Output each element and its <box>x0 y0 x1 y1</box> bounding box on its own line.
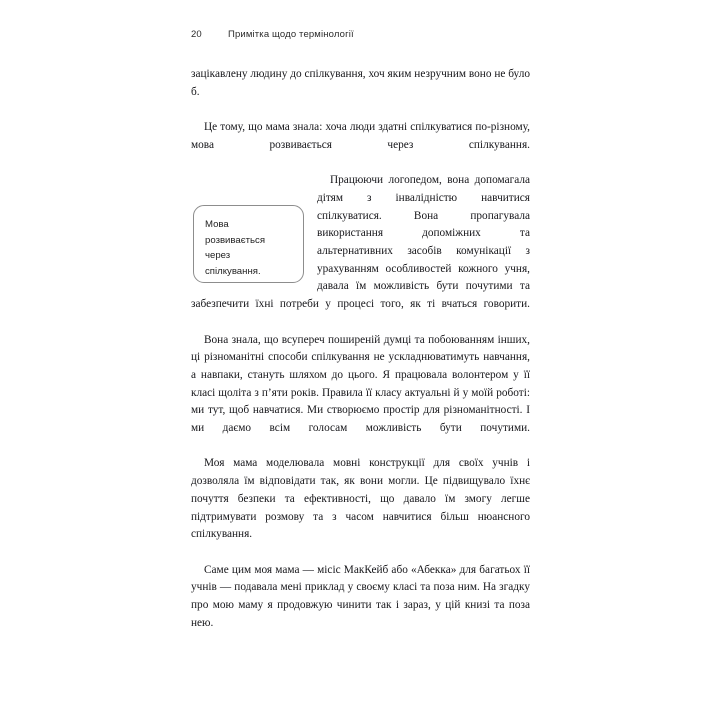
paragraph-3: Працюючи логопедом, вона допомагала дітям з інвалідністю навчитися спілкуватися. Вона пропагувала використання допоміжних та альтернативних засобів комунікації з урахуванням особливостей кожного учня, давала їм можливість бути почутими та забезпечити їхні потреби у процесі того, як ті вчаться говорити. <box>191 174 530 311</box>
pullquote-box <box>193 205 304 283</box>
running-header <box>191 29 531 43</box>
pullquote-line-4: спілкування. <box>205 266 261 277</box>
body-text-block <box>191 66 530 650</box>
paragraph-1: зацікавлену людину до спілкування, хоч яким незручним воно не було б. <box>191 68 530 98</box>
pullquote-line-2: розвивається <box>205 234 266 246</box>
paragraph-5: Моя мама моделювала мовні конструкції для своїх учнів і дозволяла їм відповідати так, як вони могли. Це підвищувало їхнє почуття безпеки та ефективності, що давало їм змогу легше підтримувати розмову та з часом навчитися більш нюансного спілкування. <box>191 457 530 541</box>
paragraph-6: Саме цим моя мама — місіс МакКейб або «Абекка» для багатьох її учнів — подавала мені приклад у своєму класі та поза ним. На згадку про мою маму я продовжую чинити так і зараз, у цій книзі та поза нею. <box>191 563 530 629</box>
paragraph-4: Вона знала, що всупереч поширеній думці та побоюванням інших, ці різноманітні способи спілкування не ускладнюватимуть навчання, а навпаки, стануть шляхом до цього. Я працювала волонтером у її класі щоліта з п’яти років. Правила її класу актуальні й у моїй роботі: ми тут, щоб навчатися. Ми створюємо простір для різноманітності. І ми даємо всім голосам можливість бути почутими. <box>191 333 530 435</box>
paragraph-2: Це тому, що мама знала: хоча люди здатні спілкуватися по-різному, мова розвивається через спілкування. <box>191 121 530 151</box>
pullquote-line-3: через <box>205 250 231 262</box>
pullquote-line-1: Мова <box>205 219 229 231</box>
page-number: 20 <box>191 29 202 40</box>
running-head-title: Примітка щодо термінології <box>228 29 354 40</box>
